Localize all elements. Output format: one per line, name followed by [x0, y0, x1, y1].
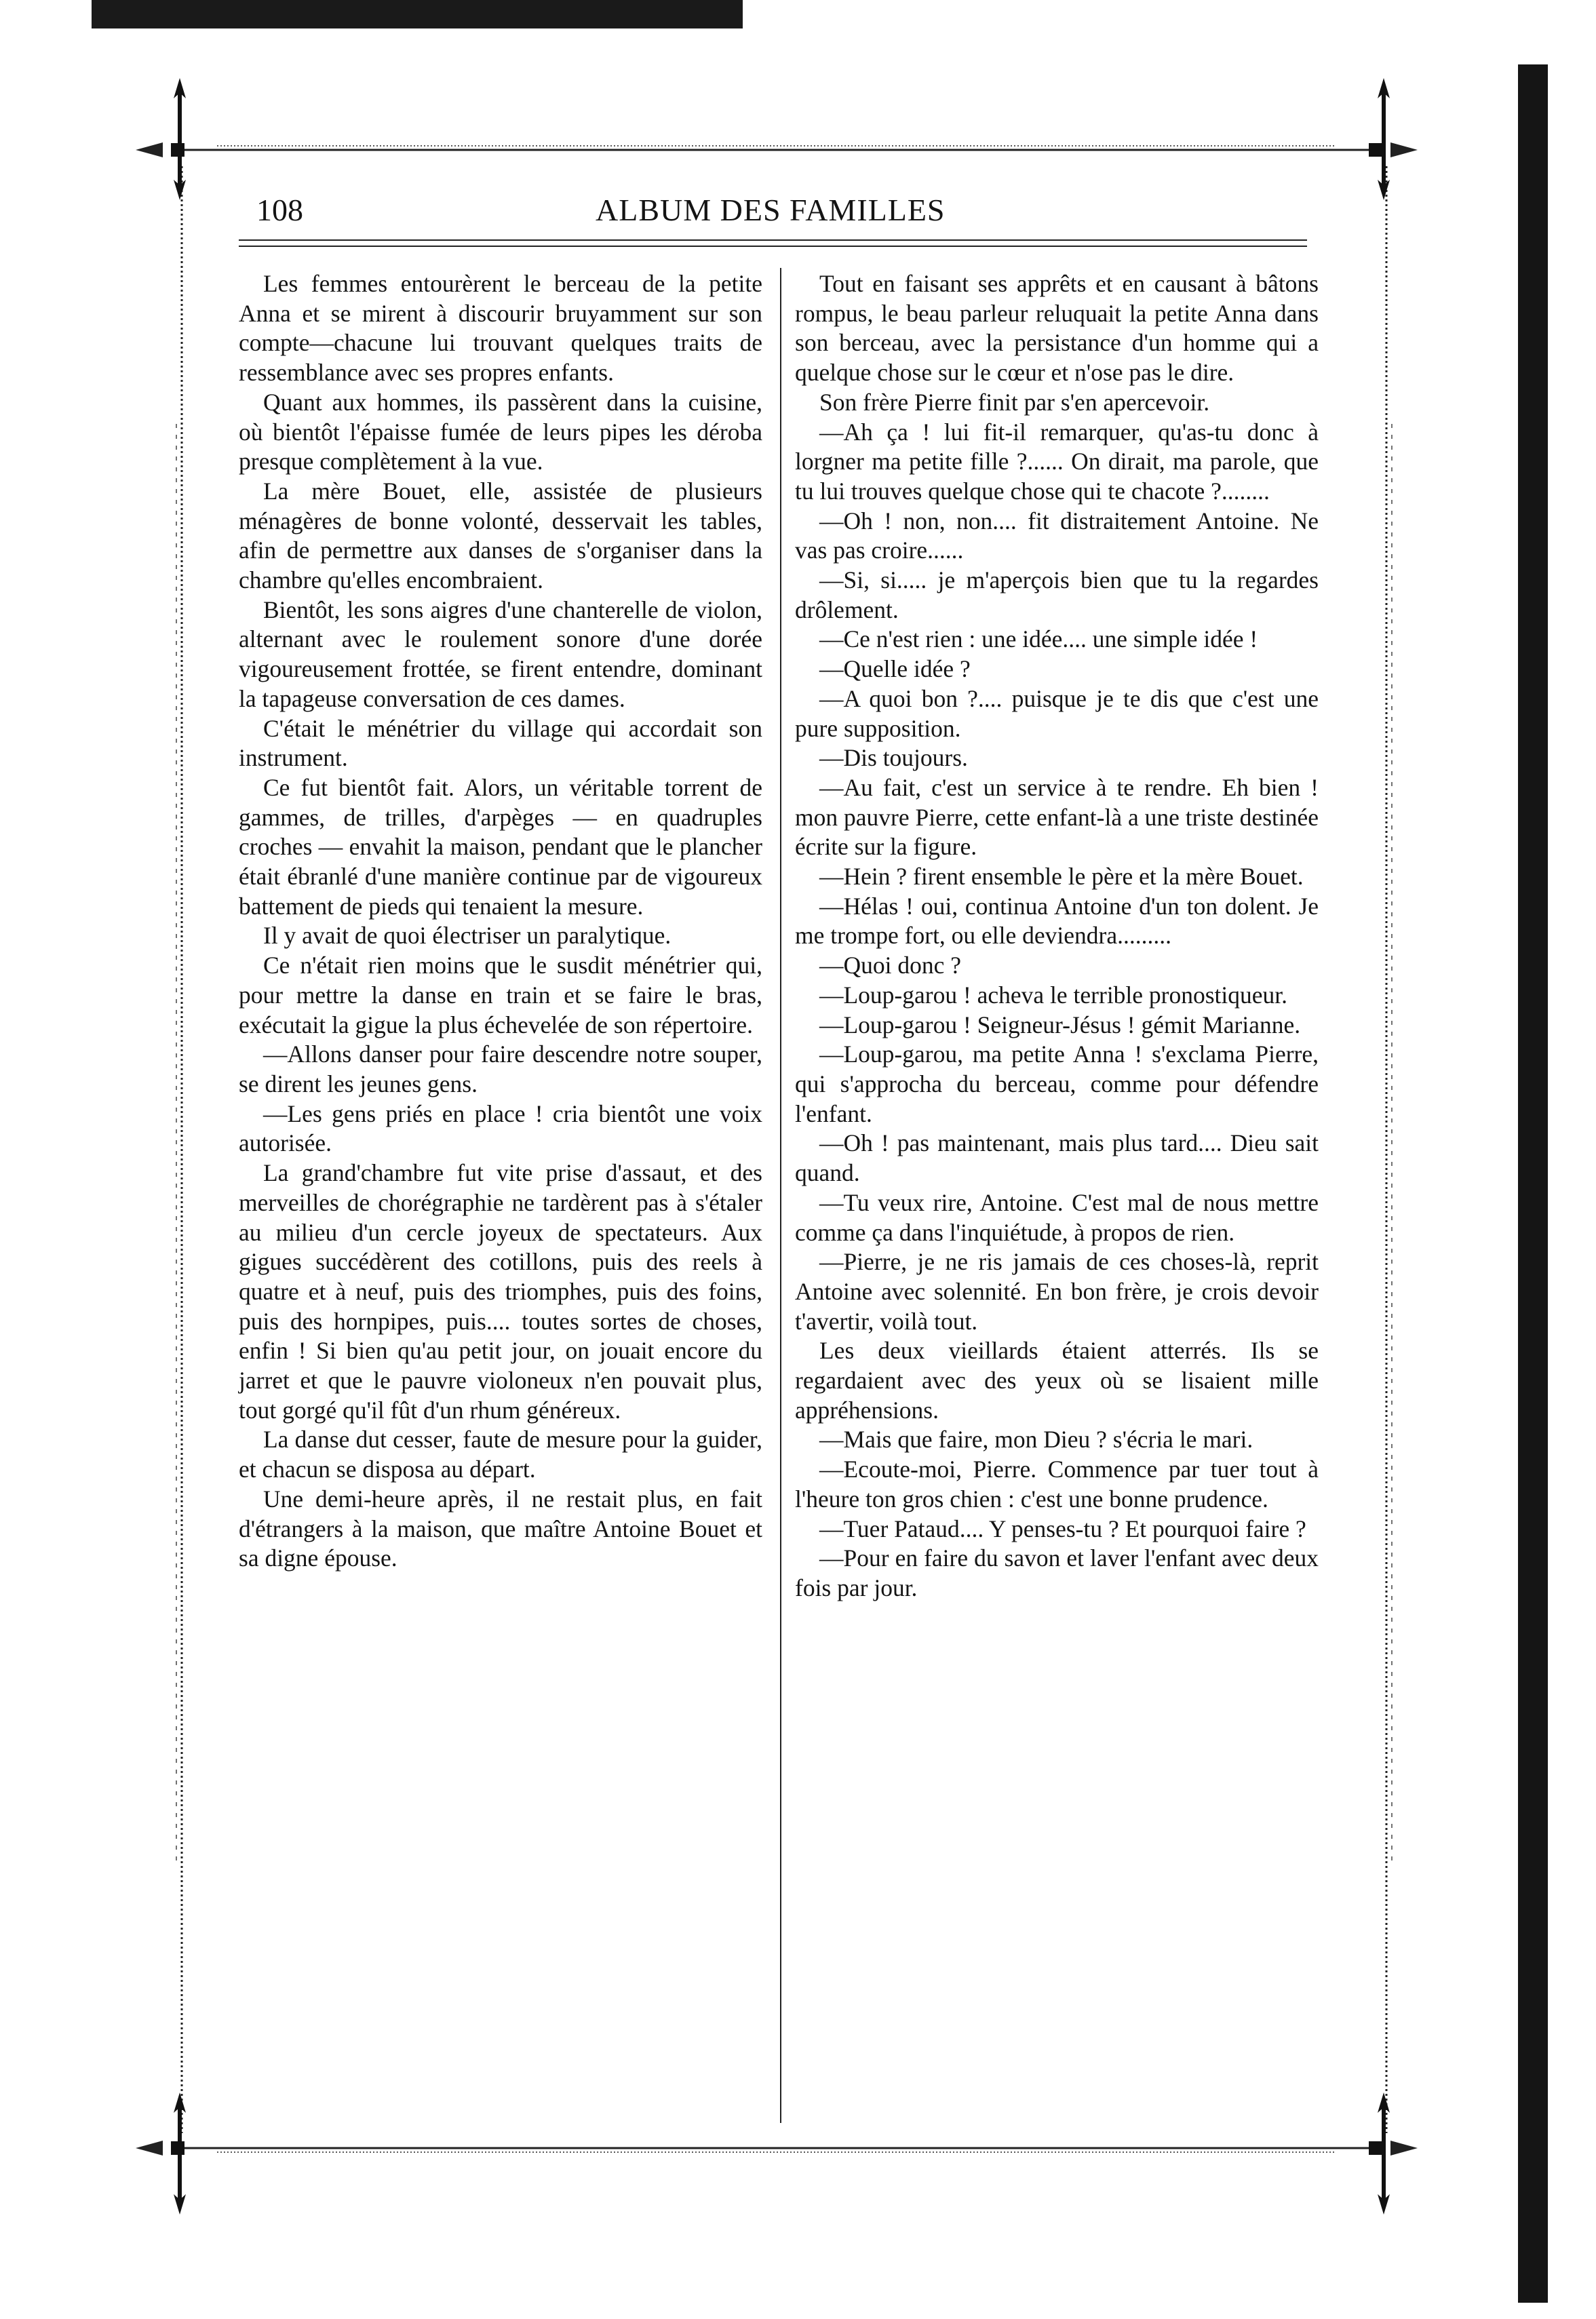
- paragraph: C'était le ménétrier du village qui accordait son instrument.: [239, 714, 762, 772]
- paragraph: —Allons danser pour faire descendre notre souper, se dirent les jeunes gens.: [239, 1040, 762, 1097]
- paragraph: —Tu veux rire, Antoine. C'est mal de nous mettre comme ça dans l'inquiétude, à propos de rien.: [795, 1188, 1319, 1246]
- running-title: ALBUM DES FAMILLES: [596, 193, 946, 227]
- paragraph: —Pour en faire du savon et laver l'enfant avec deux fois par jour.: [795, 1544, 1319, 1601]
- paragraph: La grand'chambre fut vite prise d'assaut, et des merveilles de chorégraphie ne tardèrent pas à s'étaler au milieu d'un cercle joyeux de spectateurs. Aux gigues succédèrent des cotillons, puis des reels à quatre et à neuf, puis des triomphes, puis des foins, puis des hornpipes, puis.... toutes sortes de choses, enfin ! Si bien qu'au petit jour, on jouait encore du jarret et que le pauvre violoneux n'en pouvait plus, tout gorgé qu'il fût d'un rhum généreux.: [239, 1159, 762, 1424]
- paragraph: —Ce n'est rien : une idée.... une simple idée !: [819, 625, 1258, 653]
- paragraph: Tout en faisant ses apprêts et en causant à bâtons rompus, le beau parleur reluquait la petite Anna dans son berceau, avec la persistance d'un homme qui a quelque chose sur le cœur et n'ose pas le dire.: [795, 270, 1319, 387]
- paragraph: —Les gens priés en place ! cria bientôt une voix autorisée.: [239, 1099, 762, 1157]
- paragraph: —Tuer Pataud.... Y penses-tu ? Et pourquoi faire ?: [819, 1515, 1306, 1542]
- fleuron-corner-icon: [1340, 2092, 1428, 2215]
- paragraph: Les deux vieillards étaient atterrés. Ils se regardaient avec des yeux où se lisaient mille appréhensions.: [795, 1337, 1319, 1424]
- fleuron-corner-icon: [136, 2092, 224, 2215]
- paragraph: Une demi-heure après, il ne restait plus, en fait d'étrangers à la maison, que maître Antoine Bouet et sa digne épouse.: [239, 1485, 762, 1572]
- paragraph: Quant aux hommes, ils passèrent dans la cuisine, où bientôt l'épaisse fumée de leurs pipes les déroba presque complètement à la vue.: [239, 388, 762, 475]
- paragraph: —Hein ? firent ensemble le père et la mère Bouet.: [819, 863, 1304, 891]
- page-number: 108: [256, 193, 303, 227]
- scan-edge-top: [92, 0, 743, 28]
- paragraph: —A quoi bon ?.... puisque je te dis que c'est une pure supposition.: [795, 684, 1319, 742]
- paragraph: —Ecoute-moi, Pierre. Commence par tuer tout à l'heure ton gros chien : c'est une bonne prudence.: [795, 1456, 1319, 1513]
- paragraph: —Loup-garou, ma petite Anna ! s'exclama Pierre, qui s'approcha du berceau, comme pour défendre l'enfant.: [795, 1040, 1319, 1127]
- paragraph: —Pierre, je ne ris jamais de ces choses-là, reprit Antoine avec solennité. En bon frère, je crois devoir t'avertir, voilà tout.: [795, 1248, 1319, 1335]
- header-rule: [239, 239, 1307, 241]
- paragraph: —Hélas ! oui, continua Antoine d'un ton dolent. Je me trompe fort, ou elle deviendra.........: [795, 892, 1319, 950]
- paragraph: —Loup-garou ! Seigneur-Jésus ! gémit Marianne.: [819, 1011, 1301, 1038]
- column-divider: [780, 268, 781, 2123]
- paragraph: —Quelle idée ?: [819, 655, 971, 683]
- fleuron-corner-icon: [1340, 78, 1428, 200]
- paragraph: —Quoi donc ?: [819, 952, 962, 979]
- paragraph: Ce fut bientôt fait. Alors, un véritable torrent de gammes, de trilles, d'arpèges — en quadruples croches — envahit la maison, pendant que le plancher était ébranlé d'une manière continue par de vigoureux battement de pieds qui tenaient la mesure.: [239, 773, 762, 920]
- decorative-border-top-icon: [136, 140, 1418, 160]
- fleuron-corner-icon: [136, 78, 224, 200]
- paragraph: Il y avait de quoi électriser un paralytique.: [263, 922, 672, 950]
- paragraph: Les femmes entourèrent le berceau de la petite Anna et se mirent à discourir bruyamment sur son compte—chacune lui trouvant quelques traits de ressemblance avec ses propres enfants.: [239, 270, 762, 387]
- paragraph: Son frère Pierre finit par s'en apercevoir.: [819, 388, 1210, 416]
- decorative-border-bottom-icon: [136, 2138, 1418, 2158]
- paragraph: —Ah ça ! lui fit-il remarquer, qu'as-tu donc à lorgner ma petite fille ?...... On dirait, ma parole, que tu lui trouves quelque chose qui te chacote ?........: [795, 418, 1319, 505]
- paragraph: La mère Bouet, elle, assistée de plusieurs ménagères de bonne volonté, desservait les tables, afin de permettre aux danses de s'organiser dans la chambre qu'elles encombraient.: [239, 477, 762, 594]
- decorative-border-left-icon: [168, 166, 195, 2133]
- paragraph: —Oh ! non, non.... fit distraitement Antoine. Ne vas pas croire......: [795, 507, 1319, 564]
- paragraph: La danse dut cesser, faute de mesure pour la guider, et chacun se disposa au départ.: [239, 1426, 762, 1483]
- scan-edge-right: [1518, 64, 1548, 2303]
- paragraph: —Oh ! pas maintenant, mais plus tard.... Dieu sait quand.: [795, 1129, 1319, 1187]
- paragraph: —Au fait, c'est un service à te rendre. Eh bien ! mon pauvre Pierre, cette enfant-là a une triste destinée écrite sur la figure.: [795, 773, 1319, 861]
- paragraph: Ce n'était rien moins que le susdit ménétrier qui, pour mettre la danse en train et se faire le bras, exécutait la gigue la plus échevelée de son répertoire.: [239, 952, 762, 1038]
- paragraph: —Dis toujours.: [819, 744, 968, 772]
- left-column: [239, 269, 762, 1574]
- right-column: [795, 269, 1319, 1603]
- decorative-border-right-icon: [1373, 166, 1400, 2133]
- paragraph: —Mais que faire, mon Dieu ? s'écria le mari.: [819, 1426, 1253, 1454]
- paragraph: Bientôt, les sons aigres d'une chanterelle de violon, alternant avec le roulement sonore d'une dorée vigoureusement frottée, se firent entendre, dominant la tapageuse conversation de ces dames.: [239, 596, 762, 712]
- paragraph: —Loup-garou ! acheva le terrible pronostiqueur.: [819, 981, 1288, 1009]
- paragraph: —Si, si..... je m'aperçois bien que tu la regardes drôlement.: [795, 566, 1319, 623]
- header-rule: [239, 246, 1307, 247]
